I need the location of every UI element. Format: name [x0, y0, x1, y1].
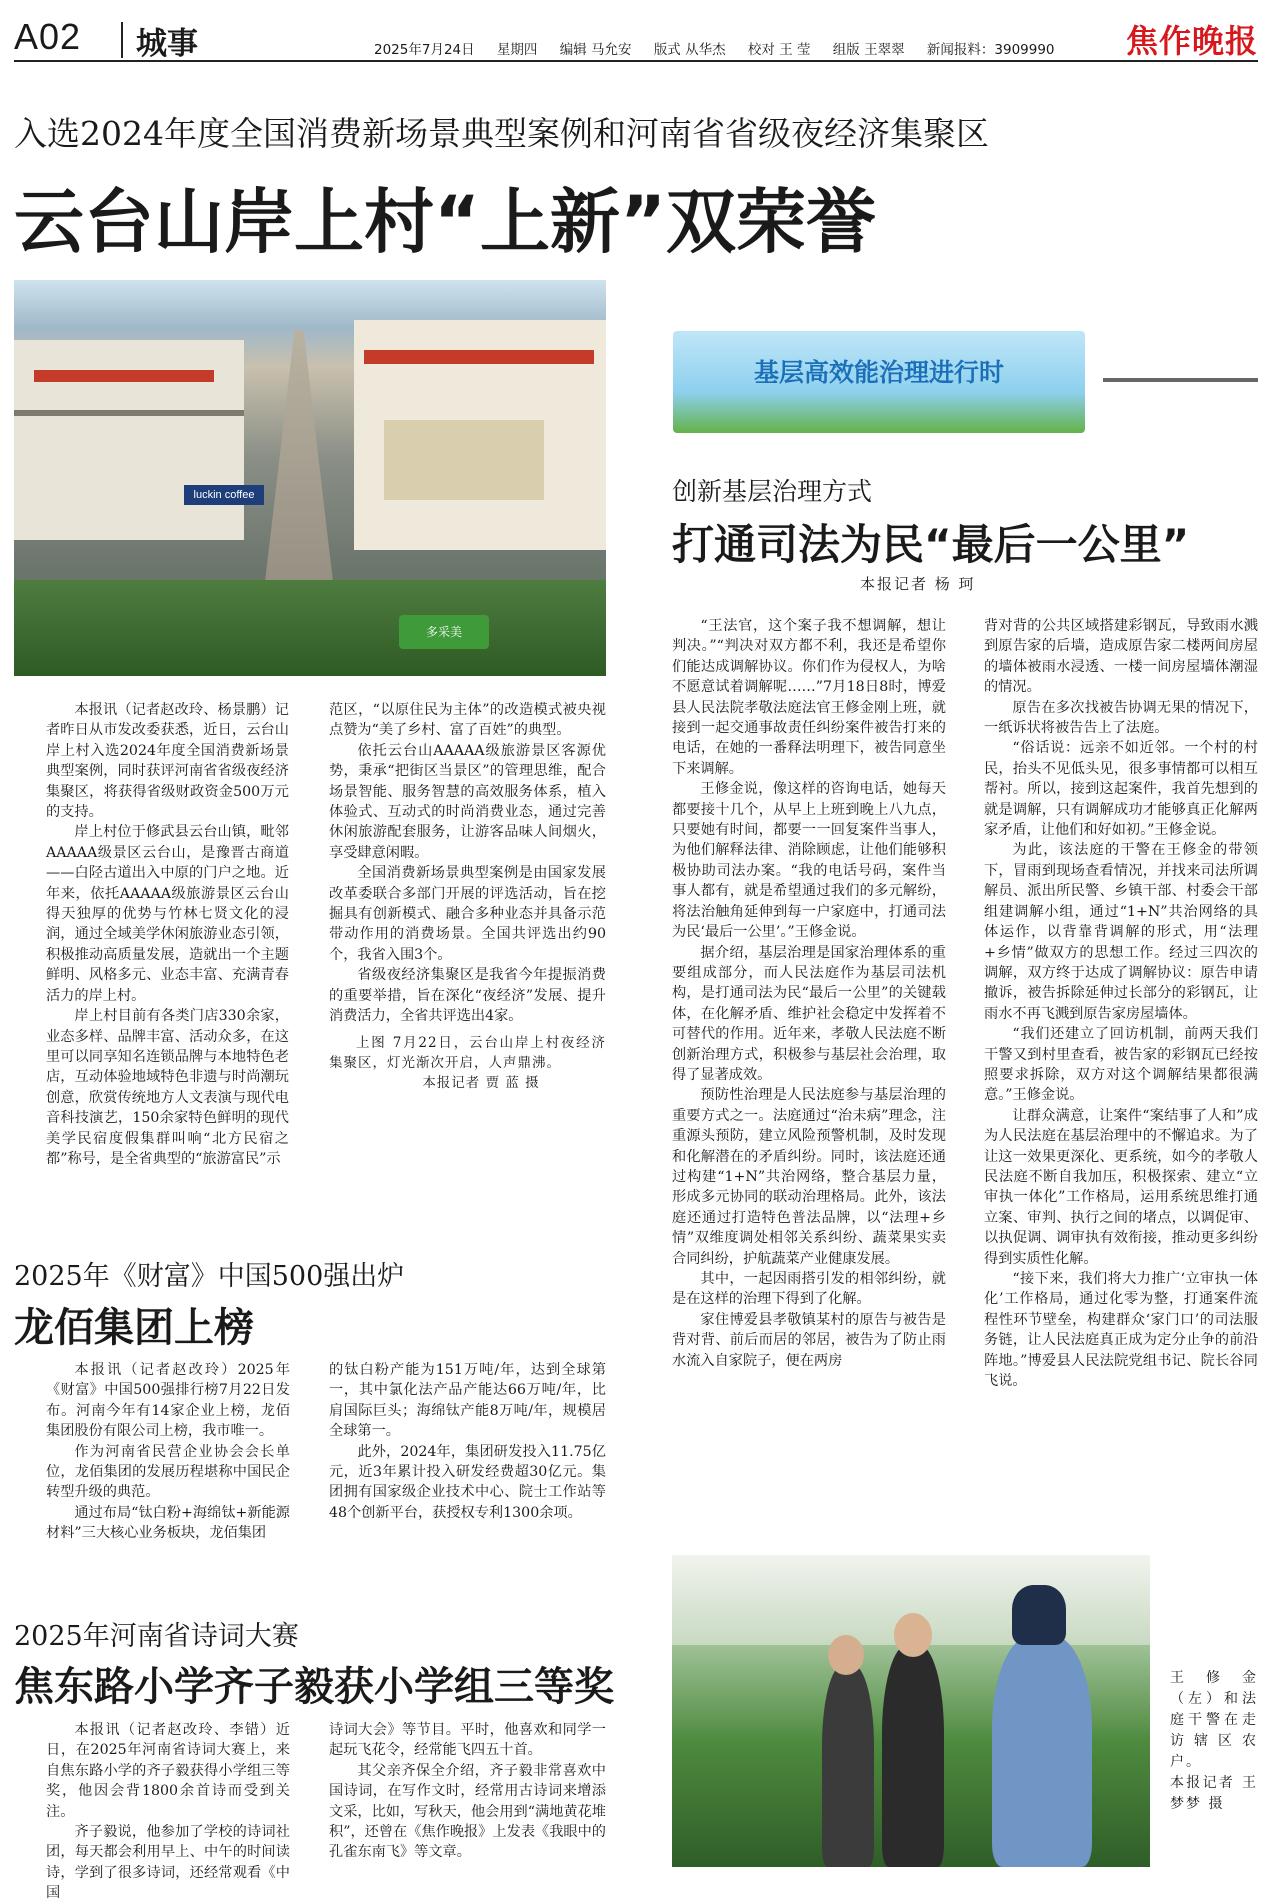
story2-paragraph: 预防性治理是人民法庭参与基层治理的重要方式之一。法庭通过“治未病”理念，注重源头预防，建立风险预警机制，及时发现和化解潜在的矛盾纠纷。同时，该法庭还通过构建“1+N”共治网络，整合基层力量，形成多元协同的联动治理格局。此外，该法庭还通过打造特色普法品牌，以“法理+乡情”双维度调处相邻关系纠纷、蔬菜果实卖合同纠纷，护航蔬菜产业健康发展。 [672, 1087, 946, 1267]
issue-weekday: 星期四 [496, 42, 538, 58]
story2-photo-caption: 王修金（左）和法庭干警在走访辖区农户。 [1170, 1670, 1258, 1770]
story2-photo [672, 1555, 1150, 1867]
story4-column-1 [46, 1720, 290, 1902]
story2-headline: 打通司法为民“最后一公里” [672, 520, 1190, 569]
story3-paragraph: 此外，2024年，集团研发投入11.75亿元，近3年累计投入研发经费超30亿元。集团拥有国家级企业技术中心、院士工作站等48个创新平台，获授权专利1300余项。 [329, 1443, 606, 1521]
story2-photo-caption-block [1170, 1668, 1258, 1815]
story1-paragraph: 省级夜经济集聚区是我省今年提振消费的重要举措，旨在深化“夜经济”发展、提升消费活力，全省共评选出4家。 [329, 967, 606, 1025]
news-hotline: 新闻报料：3909990 [926, 42, 1055, 58]
story1-paragraph: 本报讯（记者赵改玲、杨景鹏）记者昨日从市发改委获悉，近日，云台山岸上村入选2024年度全国消费新场景典型案例，同时获评河南省省级夜经济集聚区，将获得省级财政资金500万元的支持。 [46, 702, 289, 821]
story2-kicker: 创新基层治理方式 [672, 477, 873, 506]
story3-column-2 [329, 1360, 606, 1560]
story1-paragraph: 全国消费新场景典型案例是由国家发展改革委联合多部门开展的评选活动，旨在挖掘具有创新模式、融合多种业态并具备示范带动作用的消费场景。全国共评选出约90个，我省入围3个。 [329, 865, 606, 963]
story3-column-1 [46, 1360, 290, 1560]
issue-date: 2025年7月24日 [374, 42, 475, 58]
story2-paragraph: “接下来，我们将大力推广‘立审执一体化’工作格局，通过化零为整，打通案件流程性环节壁垒，构建群众‘家门口’的司法服务链，让人民法庭真正成为定分止争的前沿阵地。”博爱县人民法院党组书记、院长谷同飞说。 [984, 1271, 1258, 1390]
story2-paragraph: 背对背的公共区域搭建彩钢瓦，导致雨水溅到原告家的后墙，造成原告家二楼两间房屋的墙体被雨水浸透、一楼一间房屋墙体潮湿的情况。 [984, 618, 1258, 696]
story1-paragraph: 岸上村目前有各类门店330余家，业态多样、品牌丰富、活动众多，在这里可以同享知名连锁品牌与本地特色老店，互动体验地域特色非遗与时尚潮玩创意，欣赏传统地方人文表演与现代电音科技演艺，150余家特色鲜明的现代美学民宿度假集群叫响“北方民宿之都”称号，是全省典型的“旅游富民”示 [46, 1008, 289, 1167]
story3-paragraph: 本报讯（记者赵改玲）2025年《财富》中国500强排行榜7月22日发布。河南今年有14家企业上榜，龙佰集团股份有限公司上榜，我市唯一。 [46, 1362, 290, 1440]
story2-paragraph: 让群众满意，让案件“案结事了人和”成为人民法庭在基层治理中的不懈追求。为了让这一效果更深化、更系统，如今的孝敬人民法庭不断自我加压，积极探索、建立“立审执一体化”工作格局，运用系统思维打通立案、审判、执行之间的堵点，以调促审、以执促调、调审执有效衔接，推动更多纠纷得到实质性化解。 [984, 1107, 1258, 1267]
story2-paragraph: “俗话说：远亲不如近邻。一个村的村民，抬头不见低头见，很多事情都可以相互帮衬。所以，接到这起案件，我首先想到的就是调解，只有调解成功才能够真正化解两家矛盾，让他们和好如初。”王修金说。 [984, 740, 1258, 839]
story4-kicker: 2025年河南省诗词大赛 [14, 1621, 299, 1652]
column-banner [673, 331, 1085, 433]
section-title: 城事 [136, 26, 198, 62]
story2-paragraph: 其中，一起因雨搭引发的相邻纠纷，就是在这样的治理下得到了化解。 [672, 1271, 946, 1308]
header-meta [374, 38, 1073, 58]
story2-paragraph: 原告在多次找被告协调无果的情况下，一纸诉状将被告告上了法庭。 [984, 699, 1258, 737]
banner-title: 基层高效能治理进行时 [753, 358, 1004, 387]
story4-paragraph: 其父亲齐保全介绍，齐子毅非常喜欢中国诗词，在写作文时，经常用古诗词来增添文采，比如，写秋天，他会用到“满地黄花堆积”，还曾在《焦作晚报》上发表《我眼中的孔雀东南飞》等文章。 [329, 1762, 606, 1861]
story1-kicker: 入选2024年度全国消费新场景典型案例和河南省省级夜经济集聚区 [14, 114, 989, 153]
editor-credit: 编辑 马允安 [559, 42, 632, 58]
page-header [14, 14, 1258, 62]
group-credit: 组版 王翠翠 [832, 42, 905, 58]
shop-sign: luckin coffee [184, 485, 264, 505]
story4-paragraph: 诗词大会》等节目。平时，他喜欢和同学一起玩飞花令，经常能飞四五十首。 [329, 1722, 606, 1759]
newspaper-logo: 焦作晚报 [1125, 22, 1258, 60]
proof-credit: 校对 王 莹 [747, 42, 811, 58]
story2-byline: 本报记者 杨 珂 [860, 575, 976, 593]
story3-paragraph: 作为河南省民营企业协会会长单位，龙佰集团的发展历程堪称中国民企转型升级的典范。 [46, 1443, 290, 1501]
shop-sign-green: 多采美 [399, 615, 489, 649]
story4-column-2 [329, 1720, 606, 1870]
story2-column-2 [984, 616, 1258, 1536]
page-number: A02 [14, 16, 82, 57]
story2-paragraph: 为此，该法庭的干警在王修金的带领下，冒雨到现场查看情况，并找来司法所调解员、派出所民警、乡镇干部、村委会干部组建调解小组，通过“1+N”共治网络的具体运作，以背靠背调解的形式，用“法理+乡情”做双方的思想工作。经过三四次的调解，双方终于达成了调解协议：原告申请撤诉，被告拆除延伸过长部分的彩钢瓦，让雨水不再飞溅到原告家房屋墙体。 [984, 842, 1258, 1022]
story4-paragraph: 本报讯（记者赵改玲、李错）近日，在2025年河南省诗词大赛上，来自焦东路小学的齐子毅获得小学组三等奖，他因会背1800余首诗而受到关注。 [46, 1722, 290, 1820]
story1-column-2 [329, 700, 606, 1200]
story2-photo-credit: 本报记者 王梦梦 摄 [1170, 1775, 1258, 1812]
story1-photo-credit: 本报记者 贾 蓝 摄 [422, 1074, 540, 1091]
story1-paragraph: 范区，“以原住民为主体”的改造模式被央视点赞为“美了乡村、富了百姓”的典型。 [329, 702, 606, 739]
story3-paragraph: 通过布局“钛白粉+海绵钛+新能源材料”三大核心业务板块，龙佰集团 [46, 1504, 290, 1542]
story2-paragraph: 王修金说，像这样的咨询电话，她每天都要接十几个，从早上上班到晚上八九点，只要她有时间，都要一一回复案件当事人，为他们解释法律、消除顾虑，让他们能够积极协助司法办案。“我的电话号码，案件当事人都有，就是希望通过我们的多元解纷，将法治触角延伸到每一户家庭中，打通司法为民‘最后一公里’。”王修金说。 [672, 781, 946, 941]
story2-paragraph: 家住博爱县孝敬镇某村的原告与被告是背对背、前后而居的邻居，被告为了防止雨水流入自家院子，便在两房 [672, 1311, 946, 1369]
story1-photo-caption: 上图 7月22日，云台山岸上村夜经济集聚区，灯光渐次开启，人声鼎沸。 [329, 1034, 606, 1071]
story4-headline: 焦东路小学齐子毅获小学组三等奖 [14, 1664, 614, 1710]
story1-photo [14, 280, 606, 676]
story1-paragraph: 岸上村位于修武县云台山镇，毗邻AAAAA级景区云台山，是豫晋古商道——白陉古道出入中原的门户之地。近年来，依托AAAAA级旅游景区云台山得天独厚的优势与竹林七贤文化的浸润，通过全域美学休闲旅游业态引领，积极推动高质量发展，造就出一个主题鲜明、风格多元、业态丰富、充满青春活力的岸上村。 [46, 824, 289, 1004]
story3-kicker: 2025年《财富》中国500强出炉 [14, 1261, 405, 1292]
story1-column-1 [46, 700, 289, 1200]
story2-column-1 [672, 616, 946, 1536]
story2-paragraph: 据介绍，基层治理是国家治理体系的重要组成部分，而人民法庭作为基层司法机构，是打通司法为民“最后一公里”的关键载体，在化解矛盾、维护社会稳定中发挥着不可替代的作用。近年来，孝敬人民法庭不断创新治理方式，积极参与基层社会治理，取得了显著成效。 [672, 944, 946, 1083]
banner-rule [1103, 378, 1258, 382]
story1-paragraph: 依托云台山AAAAA级旅游景区客源优势，秉承“把街区当景区”的管理思维，配合场景智能、服务智慧的高效服务体系，植入体验式、互动式的时尚消费业态，通过完善休闲旅游配套服务，让游客品味人间烟火，享受肆意闲暇。 [329, 742, 606, 861]
story2-paragraph: “我们还建立了回访机制，前两天我们干警又到村里查看，被告家的彩钢瓦已经按照要求拆除，双方对这个调解结果都很满意。”王修金说。 [984, 1026, 1258, 1104]
layout-credit: 版式 从华杰 [653, 42, 726, 58]
story3-headline: 龙佰集团上榜 [14, 1305, 254, 1351]
story3-paragraph: 的钛白粉产能为151万吨/年，达到全球第一，其中氯化法产品产能达66万吨/年，比肩国际巨头；海绵钛产能8万吨/年，规模居全球第一。 [329, 1362, 606, 1440]
story2-paragraph: “王法官，这个案子我不想调解，想让判决。”“判决对双方都不利，我还是希望你们能达成调解协议。你们作为侵权人，为啥不愿意试着调解呢……”7月18日8时，博爱县人民法院孝敬法庭法官王修金刚上班，就接到一起交通事故责任纠纷案件被告打来的电话，在她的一番释法明理下，被告同意坐下来调解。 [672, 618, 946, 777]
header-divider [121, 22, 123, 58]
story4-paragraph: 齐子毅说，他参加了学校的诗词社团，每天都会利用早上、中午的时间读诗，学到了很多诗词，还经常观看《中国 [46, 1824, 290, 1902]
story1-headline: 云台山岸上村“上新”双荣誉 [14, 181, 877, 263]
